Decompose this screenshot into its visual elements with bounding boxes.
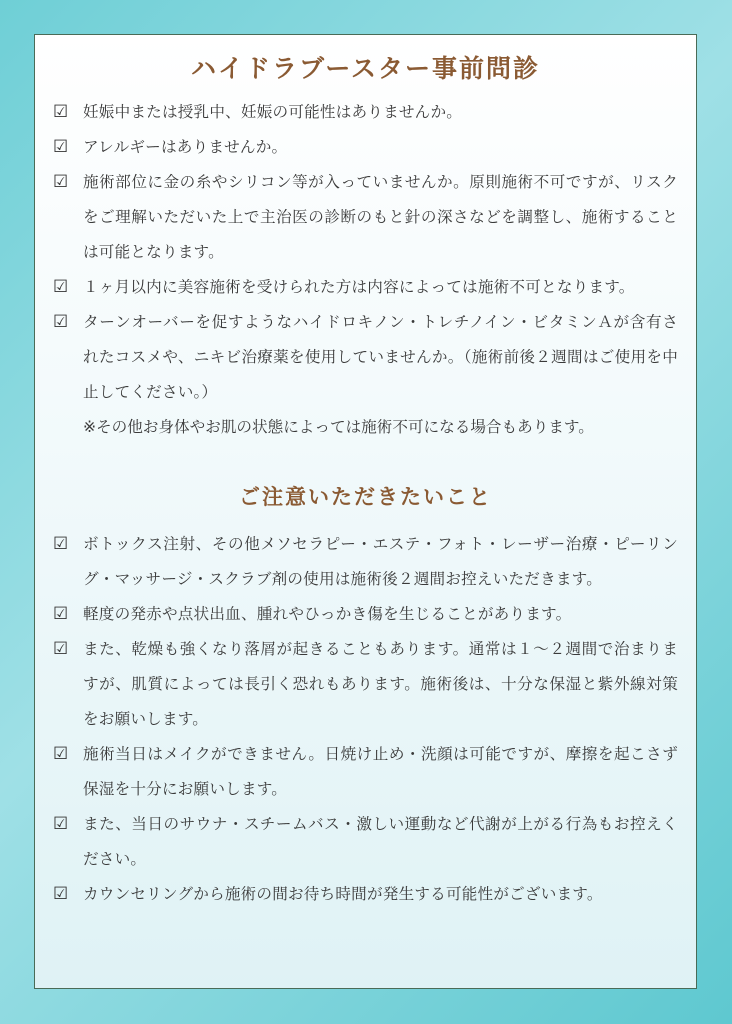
item-text: 施術当日はメイクができません。日焼け止め・洗顔は可能ですが、摩擦を起こさず保湿を十分にお願いします。 [83,745,678,798]
list-item [53,597,678,632]
list-item [53,527,678,597]
checkbox-icon: ☑ [53,172,69,192]
checkbox-icon: ☑ [53,312,69,332]
list-item [53,877,678,912]
item-text: ターンオーバーを促すようなハイドロキノン・トレチノイン・ビタミンＡが含有されたコスメや、ニキビ治療薬を使用していませんか。（施術前後２週間はご使用を中止してください。） [83,313,678,401]
list-item [53,305,678,410]
item-text: 施術部位に金の糸やシリコン等が入っていませんか。原則施術不可ですが、リスクをご理解いただいた上で主治医の診断のもと針の深さなどを調整し、施術することは可能となります。 [83,173,678,261]
list-item [53,807,678,877]
checkbox-icon: ☑ [53,744,69,764]
item-text: 妊娠中または授乳中、妊娠の可能性はありませんか。 [83,103,463,121]
checkbox-icon: ☑ [53,639,69,659]
checkbox-icon: ☑ [53,277,69,297]
checkbox-icon: ☑ [53,137,69,157]
info-card [34,34,697,989]
checkbox-icon: ☑ [53,884,69,904]
pre-consultation-list [53,95,678,445]
checkbox-icon: ☑ [53,534,69,554]
checkbox-icon: ☑ [53,604,69,624]
list-item [53,737,678,807]
list-item [53,270,678,305]
precautions-list [53,527,678,912]
checkbox-icon: ☑ [53,102,69,122]
item-text: また、当日のサウナ・スチームバス・激しい運動など代謝が上がる行為もお控えください。 [83,815,678,868]
item-text: 軽度の発赤や点状出血、腫れやひっかき傷を生じることがあります。 [83,605,572,623]
note-text: ※その他お身体やお肌の状態によっては施術不可になる場合もあります。 [83,418,594,436]
list-item [53,165,678,270]
item-text: １ヶ月以内に美容施術を受けられた方は内容によっては施術不可となります。 [83,278,635,296]
item-text: カウンセリングから施術の間お待ち時間が発生する可能性がございます。 [83,885,603,903]
item-text: また、乾燥も強くなり落屑が起きることもあります。通常は１～２週間で治まりますが、肌質によっては長引く恐れもあります。施術後は、十分な保湿と紫外線対策をお願いします。 [83,640,678,728]
list-item [53,632,678,737]
pre-consultation-title: ハイドラブースター事前問診 [190,54,540,83]
item-text: アレルギーはありませんか。 [83,138,288,156]
checkbox-icon: ☑ [53,814,69,834]
precautions-title: ご注意いただきたいこと [239,485,492,509]
list-item [53,130,678,165]
item-text: ボトックス注射、その他メソセラピー・エステ・フォト・レーザー治療・ピーリング・マッサージ・スクラブ剤の使用は施術後２週間お控えいただきます。 [83,535,678,588]
list-item [53,95,678,130]
